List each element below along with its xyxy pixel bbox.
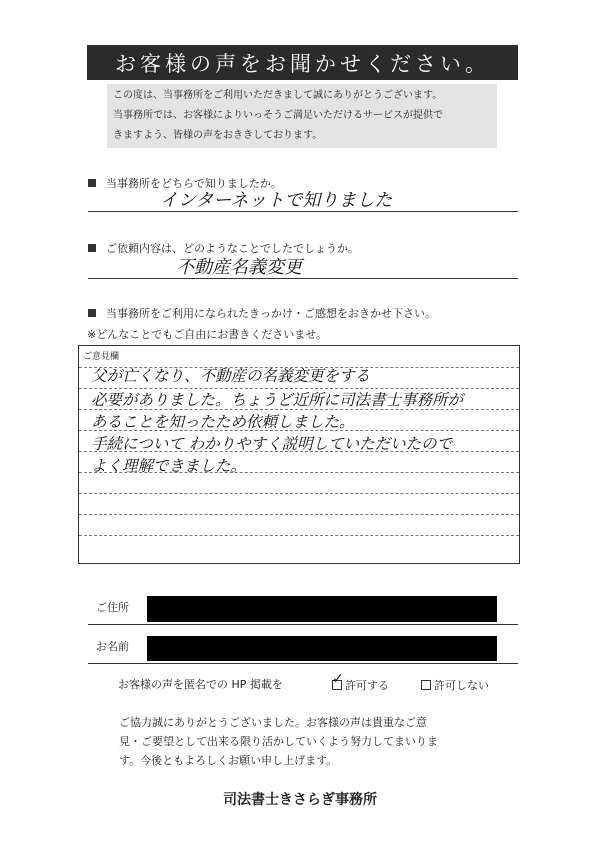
opinion-line: 手続について わかりやすく説明していただいたので bbox=[91, 435, 453, 453]
answer-2-line bbox=[88, 278, 518, 279]
ruled-line bbox=[79, 514, 519, 515]
office-name: 司法書士きさらぎ事務所 bbox=[223, 792, 377, 808]
consent-allow-option[interactable] bbox=[332, 671, 389, 693]
ruled-line bbox=[79, 535, 519, 536]
consent-question: お客様の声を匿名での HP 掲載を bbox=[118, 678, 283, 691]
checkbox-allow[interactable] bbox=[332, 671, 344, 690]
consent-allow-label: 許可する bbox=[345, 679, 389, 692]
square-bullet-icon bbox=[88, 244, 96, 252]
checkbox-deny[interactable] bbox=[421, 680, 431, 690]
answer-1-handwritten: インターネットで知りました bbox=[160, 190, 393, 211]
opinion-line: よく理解できました。 bbox=[91, 457, 247, 475]
opinion-box bbox=[78, 345, 520, 564]
question-1-text: 当事務所をどちらで知りましたか。 bbox=[106, 177, 282, 190]
name-redacted bbox=[147, 636, 497, 661]
opinion-label: ご意見欄 bbox=[83, 352, 120, 362]
consent-deny-option[interactable] bbox=[421, 677, 489, 693]
address-label: ご住所 bbox=[96, 601, 129, 614]
address-line bbox=[88, 624, 518, 625]
name-line bbox=[88, 663, 518, 664]
question-2-text: ご依頼内容は、どのようなことでしたでしょうか。 bbox=[106, 242, 359, 255]
opinion-line: 必要がありました。ちょうど近所に司法書士事務所が bbox=[91, 391, 464, 409]
checkmark-icon: ✓ bbox=[332, 671, 344, 687]
intro-line: 当事務所では、お客様によりいっそうご満足いただけるサービスが提供で bbox=[113, 110, 443, 121]
thanks-text bbox=[119, 713, 504, 770]
address-redacted bbox=[147, 596, 497, 622]
intro-text bbox=[107, 84, 497, 148]
intro-line: この度は、当事務所をご利用いただきまして誠にありがとうございます。 bbox=[113, 90, 443, 101]
answer-2-handwritten: 不動産名義変更 bbox=[176, 257, 302, 278]
thanks-line: ご協力誠にありがとうございました。お客様の声は貴重なご意 bbox=[119, 716, 427, 729]
question-3 bbox=[88, 305, 436, 321]
thanks-line: 見・ご要望として出来る限り活かしていくよう努力してまいりま bbox=[119, 735, 438, 748]
square-bullet-icon bbox=[88, 179, 96, 187]
question-3-note: ※どんなことでもご自由にお書きくださいませ。 bbox=[87, 328, 327, 341]
page-title: お客様の声をお聞かせください。 bbox=[87, 45, 518, 80]
ruled-line bbox=[79, 493, 519, 494]
thanks-line: す。今後ともよろしくお願い申し上げます。 bbox=[119, 754, 338, 767]
consent-deny-label: 許可しない bbox=[434, 679, 489, 692]
opinion-line: あることを知ったため依頼しました。 bbox=[91, 413, 355, 431]
answer-1-line bbox=[88, 211, 518, 212]
opinion-line: 父が亡くなり、不動産の名義変更をする bbox=[91, 367, 371, 385]
question-3-text: 当事務所をご利用になられたきっかけ・ご感想をおきかせ下さい。 bbox=[106, 307, 436, 320]
name-label: お名前 bbox=[96, 640, 129, 653]
square-bullet-icon bbox=[88, 309, 96, 317]
intro-line: きますよう、皆様の声をおききしております。 bbox=[113, 130, 323, 141]
